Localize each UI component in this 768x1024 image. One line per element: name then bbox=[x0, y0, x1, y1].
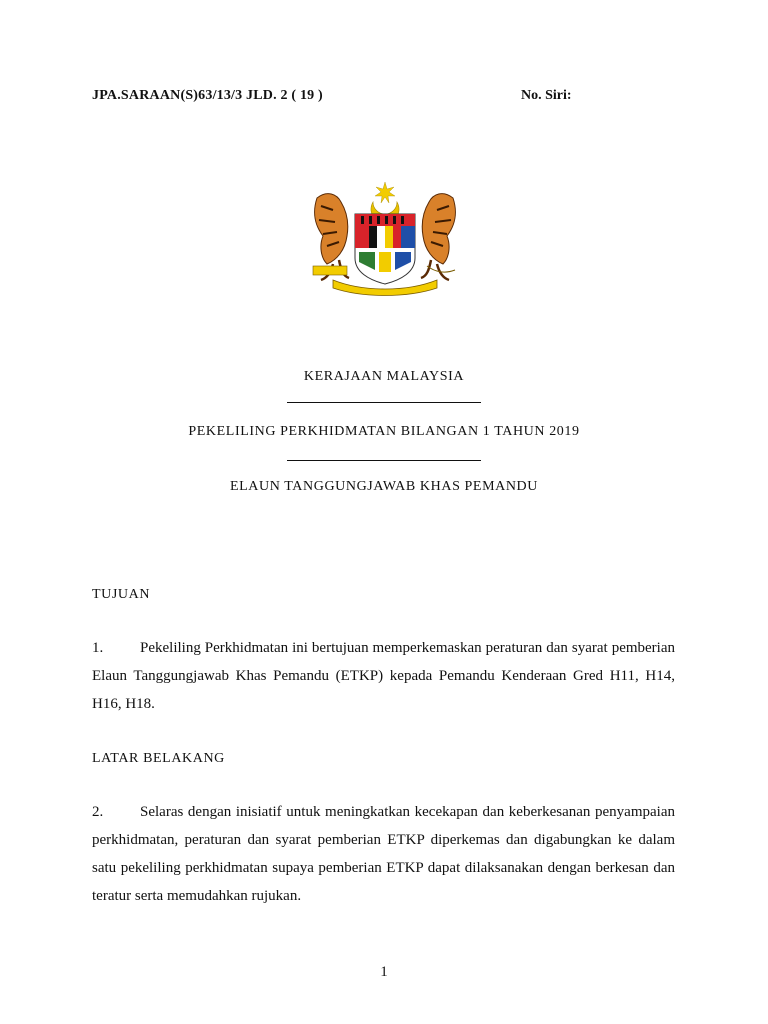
malaysia-coat-of-arms-icon bbox=[303, 180, 467, 298]
subject-divider bbox=[287, 460, 481, 461]
section-heading-tujuan: TUJUAN bbox=[92, 587, 151, 602]
serial-number-label: No. Siri: bbox=[521, 88, 572, 103]
paragraph-number: 1. bbox=[92, 640, 104, 656]
section-heading-latar-belakang: LATAR BELAKANG bbox=[92, 751, 225, 766]
paragraph-number: 2. bbox=[92, 804, 104, 820]
subject-title: ELAUN TANGGUNGJAWAB KHAS PEMANDU bbox=[230, 479, 538, 494]
reference-number: JPA.SARAAN(S)63/13/3 JLD. 2 ( 19 ) bbox=[92, 88, 323, 103]
page-number: 1 bbox=[380, 964, 388, 980]
circular-title: PEKELILING PERKHIDMATAN BILANGAN 1 TAHUN 2019 bbox=[188, 424, 580, 439]
government-title: KERAJAAN MALAYSIA bbox=[303, 369, 465, 384]
paragraph-text: Pekeliling Perkhidmatan ini bertujuan memperkemaskan peraturan dan syarat pemberian Elaun Tanggungjawab Khas Pemandu (ETKP) kepada Pemandu Kenderaan Gred H11, H14, H16, H18. bbox=[92, 640, 675, 712]
paragraph-2 bbox=[92, 798, 675, 910]
title-divider bbox=[287, 402, 481, 403]
paragraph-text: Selaras dengan inisiatif untuk meningkatkan kecekapan dan keberkesanan penyampaian perkhidmatan, peraturan dan syarat pemberian ETKP diperkemas dan digabungkan ke dalam satu pekeliling perkhidmatan supaya pemberian ETKP dapat dilaksanakan dengan berkesan dan teratur serta memudahkan rujukan. bbox=[92, 804, 675, 904]
paragraph-1 bbox=[92, 634, 675, 718]
